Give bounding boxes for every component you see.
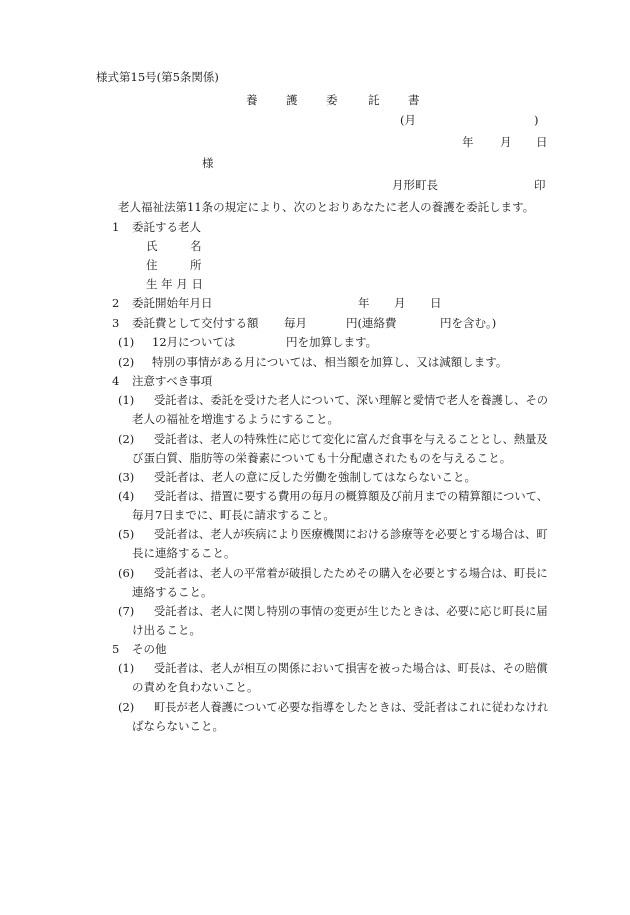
item-text: 老人の福祉を増進するようにすること。 [132, 412, 339, 426]
start-month: 月 [394, 296, 406, 310]
item-text: 受託者は、老人が疾病により医療機関における診療等を必要とする場合は、町 [154, 527, 548, 541]
item-number: (2) [118, 700, 135, 714]
item-text: の責めを負わないこと。 [132, 680, 259, 694]
item-number: (1) [118, 661, 135, 675]
month-close: ) [534, 113, 539, 127]
item-number: (4) [118, 489, 135, 503]
section-heading: 注意すべき事項 [132, 374, 213, 388]
title-char: 委 [326, 93, 338, 107]
field-label: 住 [146, 258, 158, 272]
date-month: 月 [500, 135, 512, 149]
item-text: 連絡すること。 [132, 585, 213, 599]
section-number: 4 [112, 374, 120, 388]
yen-included: 円を含む。) [440, 316, 497, 330]
item-text: 受託者は、老人の特殊性に応じて変化に富んだ食事を与えることとし、熱量及 [154, 432, 548, 446]
item-text: 受託者は、老人の平常着が破損したためその購入を必要とする場合は、町長に [154, 566, 548, 580]
item-text: 受託者は、老人に関し特別の事情の変更が生じたときは、必要に応じ町長に届 [154, 604, 548, 618]
item-number: (3) [118, 470, 135, 484]
section-number: 2 [112, 296, 120, 310]
title-char: 託 [368, 93, 380, 107]
section-heading: 委託開始年月日 [132, 296, 213, 310]
item-number: (7) [118, 604, 135, 618]
section-heading: その他 [132, 642, 167, 656]
item-text: 12月については [152, 335, 236, 349]
intro-text: 老人福祉法第11条の規定により、次のとおりあなたに老人の養護を委託します。 [118, 200, 535, 214]
month-open: (月 [400, 113, 416, 127]
field-label: 生 年 月 日 [146, 277, 203, 291]
section-heading: 委託する老人 [132, 220, 201, 234]
field-label: 所 [190, 258, 202, 272]
item-number: (2) [118, 432, 135, 446]
section-number: 5 [112, 642, 120, 656]
field-label: 氏 [146, 239, 158, 253]
section-heading: 委託費として交付する額 [132, 316, 259, 330]
date-year: 年 [462, 135, 474, 149]
item-text: び蛋白質、脂肪等の栄養素についても十分配慮されたものを与えること。 [132, 451, 512, 465]
item-text: 特別の事情がある月については、相当額を加算し、又は減額します。 [152, 355, 508, 369]
form-number: 様式第15号(第5条関係) [96, 70, 219, 84]
item-number: (6) [118, 566, 135, 580]
item-number: (1) [118, 393, 135, 407]
item-text: 受託者は、委託を受けた老人について、深い理解と愛情で老人を養護し、その [154, 393, 549, 407]
item-text: ばならないこと。 [132, 719, 224, 733]
section-number: 3 [112, 316, 120, 330]
item-text: 長に連絡すること。 [132, 546, 236, 560]
item-text: け出ること。 [132, 623, 201, 637]
field-label: 名 [190, 239, 202, 253]
item-text: 町長が老人養護について必要な指導をしたときは、受託者はこれに従わなけれ [154, 700, 549, 714]
monthly-label: 毎月 [284, 316, 307, 330]
item-number: (1) [118, 335, 135, 349]
seal: 印 [534, 178, 546, 192]
item-number: (2) [118, 355, 135, 369]
item-text: 受託者は、老人が相互の関係において損害を被った場合は、町長は、その賠償 [154, 661, 548, 675]
issuer: 月形町長 [392, 178, 438, 192]
item-text: 受託者は、老人の意に反した労働を強制してはならないこと。 [154, 470, 476, 484]
item-text: 受託者は、措置に要する費用の毎月の概算額及び前月までの精算額について、 [154, 489, 549, 503]
start-day: 日 [430, 296, 442, 310]
item-number: (5) [118, 527, 135, 541]
title-char: 養 [246, 93, 258, 107]
recipient-suffix: 様 [202, 156, 214, 170]
start-year: 年 [358, 296, 370, 310]
section-number: 1 [112, 220, 120, 234]
date-day: 日 [536, 135, 548, 149]
yen-contact: 円(連絡費 [346, 316, 397, 330]
title-char: 書 [408, 93, 420, 107]
item-text: 円を加算します。 [286, 335, 378, 349]
item-text: 毎月7日までに、町長に請求すること。 [132, 508, 335, 522]
title-char: 護 [286, 93, 298, 107]
